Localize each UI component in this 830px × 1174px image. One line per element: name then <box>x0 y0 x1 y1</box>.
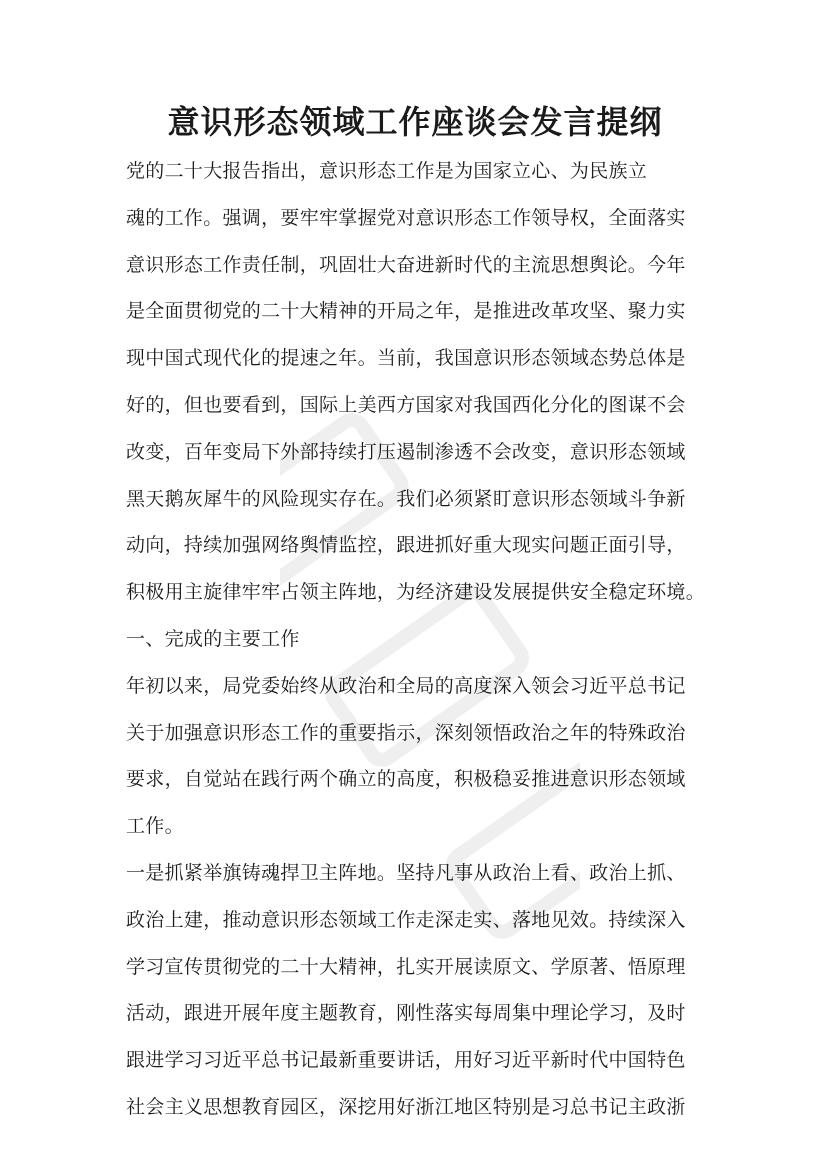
paragraph-line: 是全面贯彻党的二十大精神的开局之年，是推进改革攻坚、聚力实 <box>126 300 686 323</box>
paragraph-line: 黑天鹅灰犀牛的风险现实存在。我们必须紧盯意识形态领域斗争新 <box>126 487 686 510</box>
paragraph-line: 活动，跟进开展年度主题教育，刚性落实每周集中理论学习，及时 <box>126 1002 686 1025</box>
paragraph-line: 跟进学习习近平总书记最新重要讲话，用好习近平新时代中国特色 <box>126 1049 686 1072</box>
paragraph-line: 社会主义思想教育园区，深挖用好浙江地区特别是习总书记主政浙 <box>126 1096 686 1118</box>
paragraph-line: 工作。 <box>126 815 184 838</box>
paragraph-line: 一是抓紧举旗铸魂捍卫主阵地。坚持凡事从政治上看、政治上抓、 <box>126 862 686 884</box>
document-title: 意识形态领域工作座谈会发言提纲 <box>167 103 663 141</box>
paragraph-line: 年初以来，局党委始终从政治和全局的高度深入领会习近平总书记 <box>126 674 686 697</box>
paragraph-line: 党的二十大报告指出，意识形态工作是为国家立心、为民族立 <box>126 160 648 182</box>
paragraph-line: 关于加强意识形态工作的重要指示，深刻领悟政治之年的特殊政治 <box>126 721 686 744</box>
paragraph-line: 要求，自觉站在践行两个确立的高度，积极稳妥推进意识形态领域 <box>126 768 686 791</box>
paragraph-line: 魂的工作。强调，要牢牢掌握党对意识形态工作领导权，全面落实 <box>126 206 686 229</box>
paragraph-line: 积极用主旋律牢牢占领主阵地，为经济建设发展提供安全稳定环境。 <box>126 581 706 604</box>
paragraph-line: 改变，百年变局下外部持续打压遏制渗透不会改变，意识形态领域 <box>126 440 686 463</box>
paragraph-line: 动向，持续加强网络舆情监控，跟进抓好重大现实问题正面引导， <box>126 534 686 557</box>
paragraph-line: 学习宣传贯彻党的二十大精神，扎实开展读原文、学原著、悟原理 <box>126 955 686 978</box>
paragraph-line: 现中国式现代化的提速之年。当前，我国意识形态领域态势总体是 <box>126 347 686 370</box>
paragraph-line: 政治上建，推动意识形态领域工作走深走实、落地见效。持续深入 <box>126 908 686 931</box>
paragraph-line: 好的，但也要看到，国际上美西方国家对我国西化分化的图谋不会 <box>126 394 686 416</box>
section-heading: 一、完成的主要工作 <box>126 628 300 650</box>
paragraph-line: 意识形态工作责任制，巩固壮大奋进新时代的主流思想舆论。今年 <box>126 253 686 276</box>
